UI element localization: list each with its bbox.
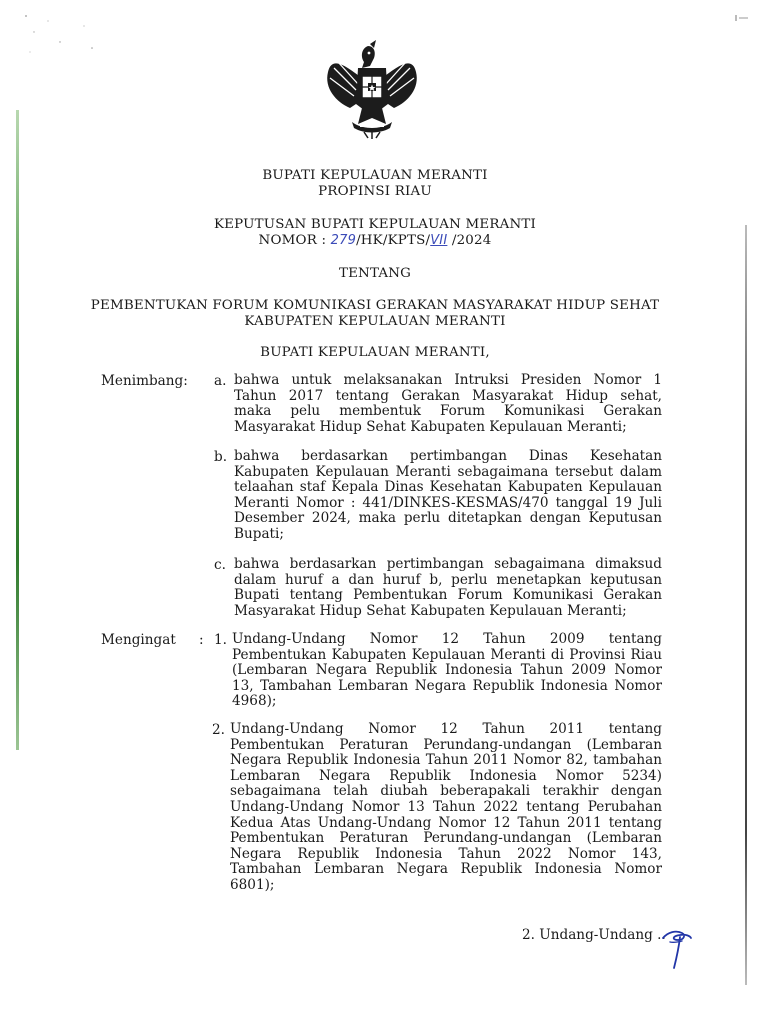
mengingat-label: Mengingat <box>101 632 176 648</box>
menimbang-b-marker: b. <box>214 449 228 465</box>
subject-line-2: KABUPATEN KEPULAUAN MERANTI <box>244 314 506 329</box>
scan-edge-left <box>16 110 19 750</box>
about-heading: TENTANG <box>338 266 412 281</box>
scan-mark <box>735 14 749 22</box>
menimbang-label: Menimbang: <box>101 373 188 389</box>
menimbang-item-c: bahwa berdasarkan pertimbangan sebagaimana dimaksud dalam huruf a dan huruf b, perlu menetapkan keputusan Bupati tentang Pembentukan Forum Komunikasi Gerakan Masyarakat Hidup Sehat Kabupaten Kepulauan Meranti; <box>234 556 662 619</box>
mengingat-item-2: Undang-Undang Nomor 12 Tahun 2011 tentang Pembentukan Peraturan Perundang-undangan (Lembaran Negara Republik Indonesia Tahun 2011 Nomor 82, tambahan Lembaran Negara Republik Indonesia Nomor 5234) sebagaimana telah diubah beberapakali terakhir dengan Undang-Undang Nomor 13 Tahun 2022 tentang Perubahan Kedua Atas Undang-Undang Nomor 12 Tahun 2011 tentang Pembentukan Peraturan Perundang-undangan (Lembaran Negara Republik Indonesia Tahun 2022 Nomor 143, Tambahan Lembaran Negara Republik Indonesia Nomor 6801); <box>230 721 662 893</box>
mengingat-2-marker: 2. <box>212 722 225 738</box>
number-prefix: NOMOR : <box>258 233 327 248</box>
scan-edge-right <box>745 225 747 985</box>
menimbang-item-b: bahwa berdasarkan pertimbangan Dinas Kesehatan Kabupaten Kepulauan Meranti sebagaimana tersebut dalam telaahan staf Kepala Dinas Kesehatan Kabupaten Kepulauan Meranti Nomor : 441/DINKES-KESMAS/470 tanggal 19 Juli Desember 2024, maka perlu ditetapkan dengan Keputusan Bupati; <box>234 448 662 542</box>
issuer-heading: BUPATI KEPULAUAN MERANTI, <box>260 345 490 360</box>
menimbang-item-a: bahwa untuk melaksanakan Intruksi Presiden Nomor 1 Tahun 2017 tentang Gerakan Masyarakat Hidup sehat, maka pelu membentuk Forum Komunikasi Gerakan Masyarakat Hidup Sehat Kabupaten Kepulauan Meranti; <box>234 372 662 435</box>
mengingat-colon: : <box>199 632 204 648</box>
number-handwritten: 279 <box>330 233 357 248</box>
number-year: /2024 <box>451 233 492 248</box>
mengingat-1-marker: 1. <box>214 632 227 648</box>
garuda-emblem-icon <box>318 38 426 142</box>
number-code: /HK/KPTS/ <box>356 233 431 248</box>
menimbang-a-marker: a. <box>214 373 227 389</box>
mengingat-item-1: Undang-Undang Nomor 12 Tahun 2009 tentang Pembentukan Kabupaten Kepulauan Meranti di Provinsi Riau (Lembaran Negara Republik Indonesia Tahun 2009 Nomor 13, Tambahan Lembaran Negara Republik Indonesia Nomor 4968); <box>232 631 662 710</box>
menimbang-c-marker: c. <box>214 557 226 573</box>
decree-title: KEPUTUSAN BUPATI KEPULAUAN MERANTI <box>213 217 537 232</box>
scan-specks <box>22 12 102 62</box>
office-heading: BUPATI KEPULAUAN MERANTI <box>262 168 488 183</box>
subject-line-1: PEMBENTUKAN FORUM KOMUNIKASI GERAKAN MASYARAKAT HIDUP SEHAT <box>90 298 660 313</box>
paraf-signature-icon <box>660 924 694 970</box>
month-handwritten: VII <box>430 233 448 248</box>
next-page-catchword: 2. Undang-Undang .. <box>522 927 666 943</box>
decree-number <box>80 233 670 248</box>
province-heading: PROPINSI RIAU <box>318 184 432 199</box>
